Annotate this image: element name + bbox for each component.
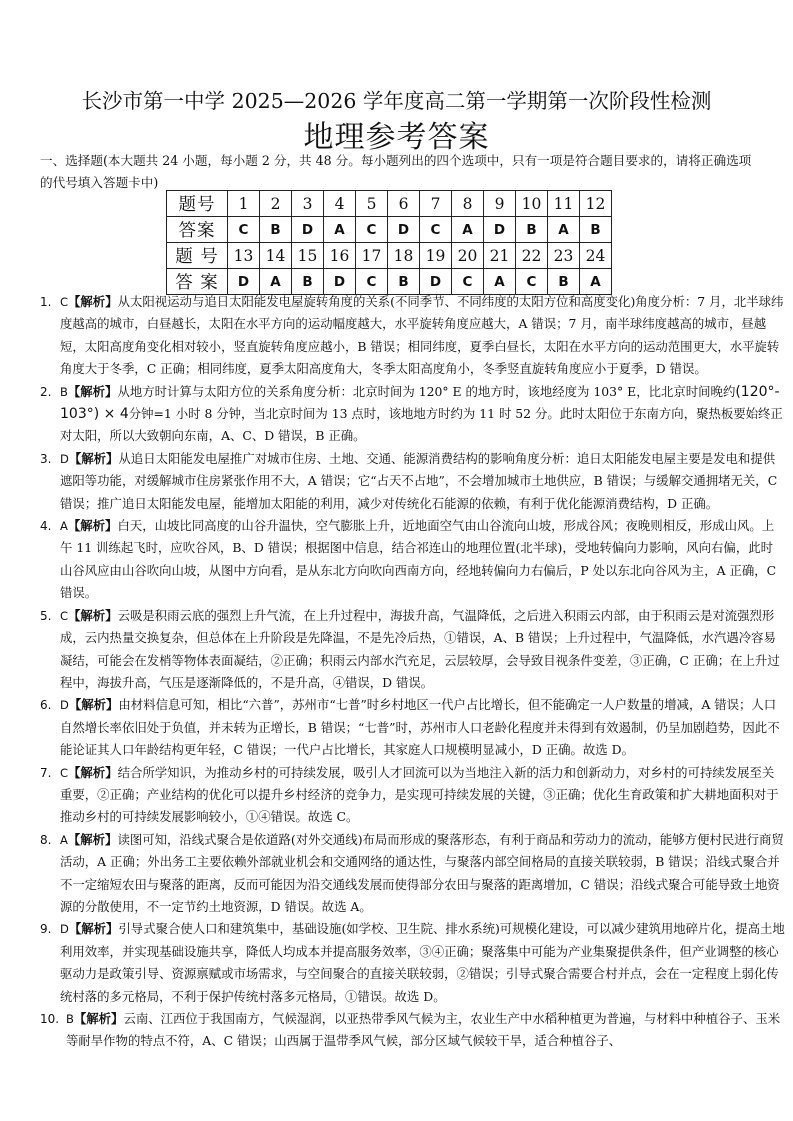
- item-answer: C: [60, 295, 69, 309]
- item-answer: D: [60, 698, 69, 713]
- document-title: 长沙市第一中学 2025—2026 学年度高二第一学期第一次阶段性检测: [81, 89, 712, 113]
- item-number: 8.: [40, 832, 52, 847]
- answer-cell: C: [420, 217, 452, 243]
- item-text: 结合所学知识，为推动乡村的可持续发展，吸引人才回流可以为当地注入新的活力和创新动力，对乡村的可持续发展至关重要，②正确；产业结构的优化可以提升乡村经济的竞争力，是实现可持续发展的关键，③正确；优化生育政策和扩大耕地面积对于推动乡村的可持续发展影响较小，①④错误。故选 C。: [60, 764, 779, 825]
- answer-cell: D: [388, 217, 420, 243]
- row-label-number: 题 号: [167, 243, 228, 269]
- explanation-item: [40, 1008, 785, 1053]
- item-text: 云南、江西位于我国南方，气候湿润，以亚热带季风气候为主，农业生产中水稻种植更为普遍，与材料中种植谷子、玉米等耐旱作物的特点不符，A、C 错误；山西属于温带季风气候，部分区域气候较干旱，适合种植谷子、: [66, 1011, 781, 1049]
- question-number: 9: [484, 191, 516, 217]
- explanation-item: [40, 918, 785, 1008]
- question-number: 12: [580, 191, 612, 217]
- item-body: [60, 829, 785, 919]
- item-body: [60, 381, 785, 448]
- question-number: 8: [452, 191, 484, 217]
- explanation-list: [40, 291, 785, 1053]
- answer-cell: B: [292, 269, 324, 295]
- explanation-item: [40, 515, 785, 605]
- row-label-answer: 答案: [167, 217, 228, 243]
- item-answer: C: [60, 608, 69, 623]
- row-label-answer: 答 案: [167, 269, 228, 295]
- answer-cell: B: [260, 217, 292, 243]
- item-body: [60, 605, 785, 695]
- item-number: 1.: [40, 295, 52, 309]
- answer-cell: C: [356, 269, 388, 295]
- item-tag: 【解析】: [68, 450, 119, 466]
- answer-cell: D: [324, 269, 356, 295]
- answer-table-number-row-1: [167, 191, 612, 217]
- item-tag: 【解析】: [68, 764, 118, 780]
- item-answer: B: [60, 384, 68, 399]
- answer-cell: A: [484, 269, 516, 295]
- explanation-item: [40, 694, 785, 761]
- item-tag: 【解析】: [67, 831, 118, 847]
- question-number: 24: [580, 243, 612, 269]
- item-tag: 【解析】: [67, 383, 118, 399]
- item-body: [60, 694, 785, 761]
- item-number: 7.: [40, 765, 52, 780]
- item-answer: C: [60, 765, 69, 780]
- item-text: 从追日太阳能发电屋推广对城市住房、土地、交通、能源消费结构的影响角度分析：追日太阳能发电屋主要是发电和提供遮阳等功能，对缓解城市住房紧张作用不大，A 错误；它“占天不占地”，不会增加城市土地供应，B 错误；与缓解交通拥堵无关，C 错误；推广追日太阳能发电屋，能增加太阳能的利用，减少对传统化石能源的依赖，有利于优化能源消费结构，D 正确。: [60, 450, 778, 511]
- item-text: 读图可知，沿线式聚合是依道路(对外交通线)布局而形成的聚落形态，有利于商品和劳动力的流动，能够方便村民进行商贸活动，A 正确；外出务工主要依赖外部就业机会和交通网络的通达性，与聚落内部空间格局的直接关联较弱，B 错误；沿线式聚合并不一定缩短农田与聚落的距离，反而可能因为沿交通线发展而使得部分农田与聚落的距离增加，C 错误；沿线式聚合可能导致土地资源的分散使用，不一定节约土地资源，D 错误。故选 A。: [60, 831, 784, 914]
- document-subtitle: 地理参考答案: [303, 120, 490, 155]
- question-number: 1: [228, 191, 260, 217]
- question-number: 21: [484, 243, 516, 269]
- item-text: 由材料信息可知，相比“六普”，苏州市“七普”时乡村地区一代户占比增长，但不能确定一人户数量的增减，A 错误；人口自然增长率依旧处于负值，并未转为正增长，B 错误；“七普”时，苏州市人口老龄化程度并未得到有效遏制，仍呈加剧趋势，因此不能论证其人口年龄结构更年轻，C 错误；一代户占比增长，其家庭人口规模明显减小，D 正确。故选 D。: [60, 697, 780, 758]
- item-text-after: 分钟=1 小时 8 分钟，当北京时间为 13 点时，该地地方时约为 11 时 52 分。此时太阳位于东南方向，聚热板要始终正对太阳，所以大致朝向东南，A、C、D 错误，B 正确。: [60, 406, 783, 444]
- explanation-item: [40, 291, 785, 381]
- answer-cell: C: [356, 217, 388, 243]
- item-number: 9.: [40, 922, 52, 937]
- question-number: 3: [292, 191, 324, 217]
- answer-cell: D: [420, 269, 452, 295]
- item-text: 从太阳视运动与追日太阳能发电屋旋转角度的关系(不同季节、不同纬度的太阳方位和高度变化)角度分析：7 月，北半球纬度越高的城市，白昼越长，太阳在水平方向的运动幅度越大，水平旋转角度应越大，A 错误；7 月，南半球纬度越高的城市，昼越短，太阳高度角变化相对较小，竖直旋转角度应越小，B 错误；相同纬度，夏季白昼长，太阳在水平方向的运动范围更大，水平旋转角度大于冬季，C 正确；相同纬度，夏季太阳高度角大，冬季太阳高度角小，冬季竖直旋转角度应小于夏季，D 错误。: [60, 294, 784, 377]
- question-number: 2: [260, 191, 292, 217]
- explanation-item: [40, 762, 785, 829]
- answer-cell: A: [324, 217, 356, 243]
- item-number: 6.: [40, 698, 52, 713]
- answer-cell: D: [484, 217, 516, 243]
- item-tag: 【解析】: [68, 294, 118, 309]
- item-answer: A: [60, 519, 68, 534]
- question-number: 4: [324, 191, 356, 217]
- question-number: 7: [420, 191, 452, 217]
- row-label-number: 题号: [167, 191, 228, 217]
- answer-cell: B: [548, 269, 580, 295]
- question-number: 6: [388, 191, 420, 217]
- item-body: [60, 515, 785, 605]
- item-tag: 【解析】: [73, 1011, 124, 1026]
- item-body: [60, 762, 785, 829]
- item-text-before: 从地方时计算与太阳方位的关系角度分析：北京时间为 120° E 的地方时，该地经度为 103° E，比北京时间晚约: [117, 383, 736, 399]
- question-number: 15: [292, 243, 324, 269]
- item-body: [60, 918, 785, 1008]
- question-number: 17: [356, 243, 388, 269]
- item-answer: A: [60, 832, 68, 847]
- formula: (120°- 103°) × 4: [60, 383, 780, 423]
- question-number: 19: [420, 243, 452, 269]
- item-body: [60, 291, 785, 381]
- question-number: 18: [388, 243, 420, 269]
- answer-cell: D: [292, 217, 324, 243]
- answer-cell: B: [388, 269, 420, 295]
- question-number: 13: [228, 243, 260, 269]
- explanation-item: [40, 829, 785, 919]
- question-number: 16: [324, 243, 356, 269]
- answer-table-number-row-2: [167, 243, 612, 269]
- item-answer: B: [66, 1012, 74, 1026]
- explanation-item: [40, 605, 785, 695]
- item-tag: 【解析】: [68, 607, 118, 623]
- answer-cell: A: [452, 217, 484, 243]
- question-number: 5: [356, 191, 388, 217]
- item-number: 4.: [40, 519, 52, 534]
- item-body: [60, 448, 785, 515]
- question-number: 23: [548, 243, 580, 269]
- item-text: 白天，山坡比同高度的山谷升温快，空气膨胀上升，近地面空气由山谷流向山坡，形成谷风；夜晚则相反，形成山风。上午 11 训练起飞时，应吹谷风，B、D 错误；根据图中信息，结合祁连山的地理位置(北半球)，受地转偏向力影响，风向右偏，此时山谷风应由山谷吹向山坡，从图中方向看，是从东北方向吹向西南方向，经地转偏向力右偏后，P 处以东北向谷风为主，A 正确，C 错误。: [60, 518, 777, 601]
- item-text: 引导式聚合使人口和建筑集中，基础设施(如学校、卫生院、排水系统)可规模化建设，可以减少建筑用地碎片化，提高土地利用效率，并实现基础设施共享，降低人均成本并提高服务效率，③④正确；聚落集中可能为产业集聚提供条件，但产业调整的核心驱动力是政策引导、资源禀赋或市场需求，与空间聚合的直接关联较弱，②错误；引导式聚合需要合村并点，会在一定程度上弱化传统村落的多元格局，不利于保护传统村落多元格局，①错误。故选 D。: [60, 921, 785, 1004]
- item-text: 云吸是积雨云底的强烈上升气流，在上升过程中，海拔升高，气温降低，之后进入积雨云内部，由于积雨云是对流强烈形成，云内热量交换复杂，但总体在上升阶段是先降温，不是先冷后热，①错误，A、B 错误；上升过程中，气温降低，水汽遇冷容易凝结，可能会在发梢等物体表面凝结，②正确；积雨云内部水汽充足，云层较厚，会导致目视条件变差，③正确，C 正确；在上升过程中，海拔升高，气压是逐渐降低的，不是升高，④错误，D 错误。: [60, 607, 780, 690]
- item-number: 3.: [40, 451, 52, 466]
- item-tag: 【解析】: [67, 518, 118, 534]
- item-number: 5.: [40, 608, 52, 623]
- answer-cell: A: [260, 269, 292, 295]
- answer-cell: B: [580, 217, 612, 243]
- question-number: 14: [260, 243, 292, 269]
- answer-cell: C: [452, 269, 484, 295]
- question-number: 22: [516, 243, 548, 269]
- item-body: [66, 1008, 785, 1053]
- answer-cell: C: [228, 217, 260, 243]
- item-tag: 【解析】: [68, 921, 119, 937]
- explanation-item: [40, 381, 785, 448]
- answer-table: [166, 190, 612, 295]
- item-answer: D: [60, 922, 69, 937]
- item-number: 10.: [40, 1012, 60, 1026]
- question-number: 10: [516, 191, 548, 217]
- answer-cell: D: [228, 269, 260, 295]
- explanation-item: [40, 448, 785, 515]
- answer-cell: A: [548, 217, 580, 243]
- answer-cell: B: [516, 217, 548, 243]
- answer-table-answer-row-1: [167, 217, 612, 243]
- question-number: 11: [548, 191, 580, 217]
- item-number: 2.: [40, 384, 52, 399]
- item-tag: 【解析】: [68, 697, 119, 713]
- item-answer: D: [60, 451, 69, 466]
- section-intro: 一、选择题(本大题共 24 小题，每小题 2 分，共 48 分。每小题列出的四个选项中，只有一项是符合题目要求的，请将正确选项的代号填入答题卡中): [40, 153, 752, 190]
- answer-cell: A: [580, 269, 612, 295]
- question-number: 20: [452, 243, 484, 269]
- answer-cell: C: [516, 269, 548, 295]
